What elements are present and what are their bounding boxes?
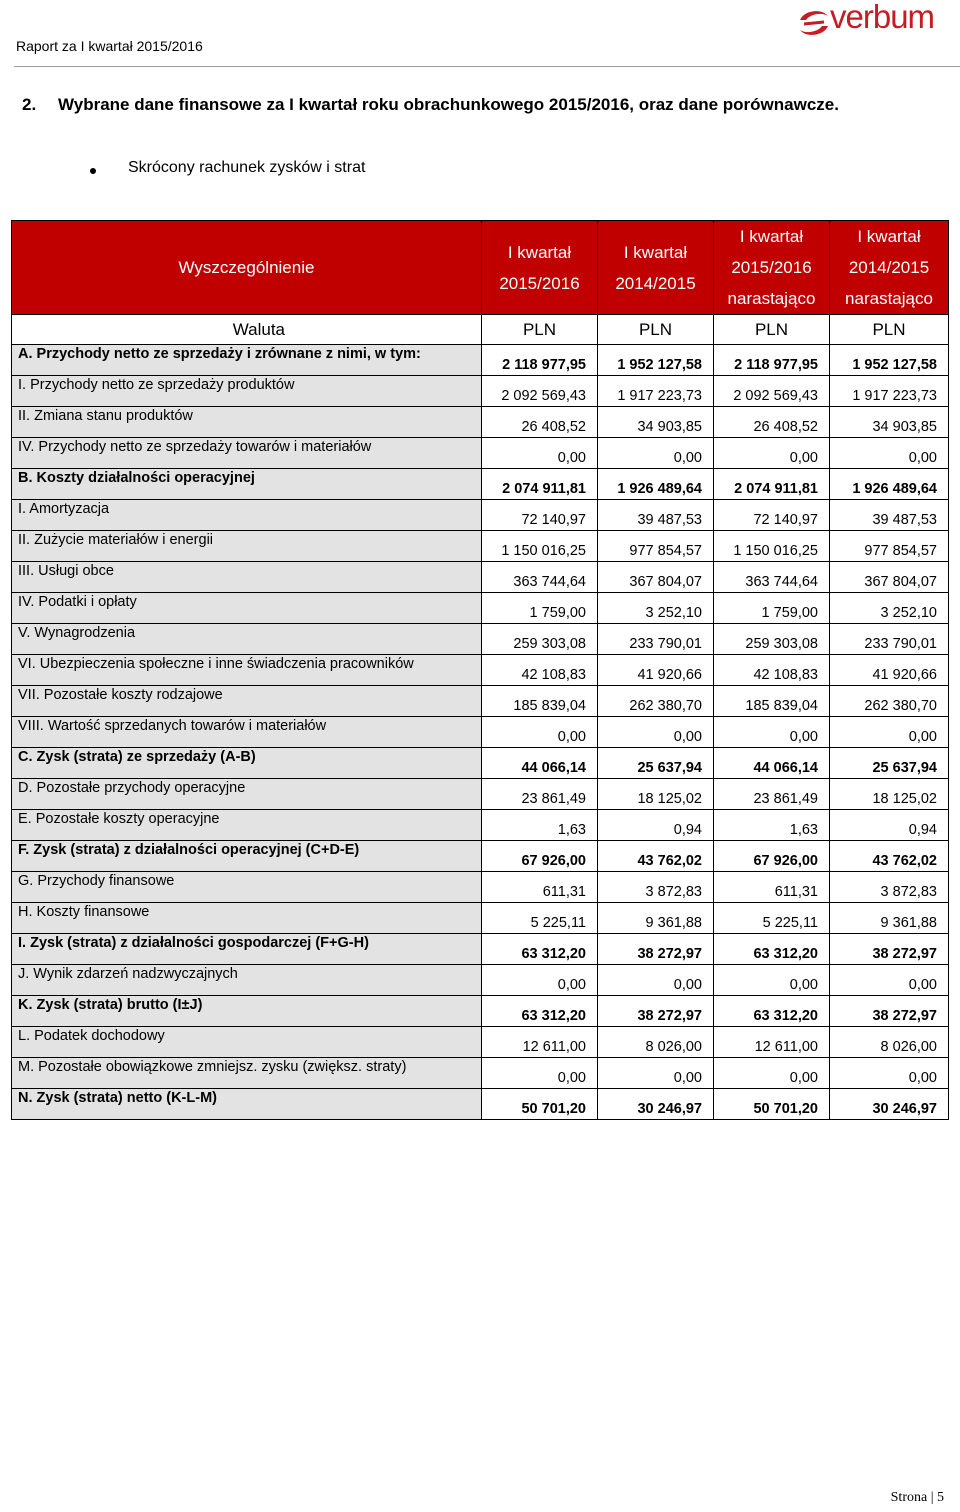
value-cell: 0,00 <box>482 965 598 996</box>
value-cell: 72 140,97 <box>482 500 598 531</box>
value-cell: 12 611,00 <box>714 1027 830 1058</box>
value-cell: 1 759,00 <box>482 593 598 624</box>
value-cell: 39 487,53 <box>598 500 714 531</box>
value-cell: 0,00 <box>482 1058 598 1089</box>
header-cell-description: Wyszczególnienie <box>12 221 482 315</box>
value-cell: 0,00 <box>714 1058 830 1089</box>
value-cell: 1 917 223,73 <box>598 376 714 407</box>
row-label: A. Przychody netto ze sprzedaży i zrównane z nimi, w tym: <box>12 345 482 376</box>
value-cell: 259 303,08 <box>714 624 830 655</box>
value-cell: 1 952 127,58 <box>830 345 949 376</box>
section-title: Wybrane dane finansowe za I kwartał roku obrachunkowego 2015/2016, oraz dane porównawcze. <box>58 95 839 114</box>
value-cell: 67 926,00 <box>714 841 830 872</box>
subsection-title: Skrócony rachunek zysków i strat <box>128 159 366 176</box>
row-label: VI. Ubezpieczenia społeczne i inne świadczenia pracowników <box>12 655 482 686</box>
table-row <box>12 376 949 407</box>
value-cell: 63 312,20 <box>714 996 830 1027</box>
value-cell: 42 108,83 <box>482 655 598 686</box>
value-cell: 1 759,00 <box>714 593 830 624</box>
value-cell: 5 225,11 <box>714 903 830 934</box>
table-row <box>12 500 949 531</box>
row-label: D. Pozostałe przychody operacyjne <box>12 779 482 810</box>
value-cell: 63 312,20 <box>482 934 598 965</box>
row-label: I. Zysk (strata) z działalności gospodarczej (F+G-H) <box>12 934 482 965</box>
table-row <box>12 345 949 376</box>
value-cell: 34 903,85 <box>830 407 949 438</box>
value-cell: 18 125,02 <box>598 779 714 810</box>
currency-cell: PLN <box>830 315 949 345</box>
table-row <box>12 469 949 500</box>
value-cell: 0,00 <box>714 717 830 748</box>
value-cell: 611,31 <box>714 872 830 903</box>
value-cell: 262 380,70 <box>598 686 714 717</box>
value-cell: 67 926,00 <box>482 841 598 872</box>
value-cell: 44 066,14 <box>482 748 598 779</box>
currency-cell: PLN <box>482 315 598 345</box>
value-cell: 38 272,97 <box>598 996 714 1027</box>
table-row <box>12 810 949 841</box>
row-label: C. Zysk (strata) ze sprzedaży (A-B) <box>12 748 482 779</box>
value-cell: 34 903,85 <box>598 407 714 438</box>
value-cell: 0,00 <box>598 965 714 996</box>
value-cell: 9 361,88 <box>830 903 949 934</box>
value-cell: 1 952 127,58 <box>598 345 714 376</box>
row-label: J. Wynik zdarzeń nadzwyczajnych <box>12 965 482 996</box>
currency-label: Waluta <box>12 315 482 345</box>
row-label: III. Usługi obce <box>12 562 482 593</box>
value-cell: 23 861,49 <box>482 779 598 810</box>
value-cell: 26 408,52 <box>482 407 598 438</box>
value-cell: 611,31 <box>482 872 598 903</box>
value-cell: 43 762,02 <box>830 841 949 872</box>
value-cell: 363 744,64 <box>482 562 598 593</box>
value-cell: 185 839,04 <box>482 686 598 717</box>
value-cell: 0,00 <box>482 438 598 469</box>
value-cell: 1 926 489,64 <box>830 469 949 500</box>
table-row <box>12 965 949 996</box>
value-cell: 30 246,97 <box>830 1089 949 1120</box>
value-cell: 367 804,07 <box>598 562 714 593</box>
value-cell: 259 303,08 <box>482 624 598 655</box>
row-label: IV. Podatki i opłaty <box>12 593 482 624</box>
value-cell: 0,00 <box>830 717 949 748</box>
row-label: L. Podatek dochodowy <box>12 1027 482 1058</box>
row-label: VII. Pozostałe koszty rodzajowe <box>12 686 482 717</box>
value-cell: 8 026,00 <box>830 1027 949 1058</box>
row-label: H. Koszty finansowe <box>12 903 482 934</box>
value-cell: 0,00 <box>714 965 830 996</box>
currency-cell: PLN <box>714 315 830 345</box>
row-label: II. Zmiana stanu produktów <box>12 407 482 438</box>
row-label: M. Pozostałe obowiązkowe zmniejsz. zysku (zwiększ. straty) <box>12 1058 482 1089</box>
header-cell-q1-2015-2016-cumulative: I kwartał 2015/2016 narastająco <box>714 221 830 315</box>
value-cell: 23 861,49 <box>714 779 830 810</box>
section-heading <box>22 95 839 115</box>
row-label: B. Koszty działalności operacyjnej <box>12 469 482 500</box>
row-label: II. Zużycie materiałów i energii <box>12 531 482 562</box>
currency-cell: PLN <box>598 315 714 345</box>
value-cell: 50 701,20 <box>482 1089 598 1120</box>
header-divider <box>14 66 960 67</box>
value-cell: 0,00 <box>598 1058 714 1089</box>
income-statement-table <box>11 220 949 1120</box>
table-row <box>12 779 949 810</box>
value-cell: 2 092 569,43 <box>482 376 598 407</box>
value-cell: 977 854,57 <box>598 531 714 562</box>
table-row <box>12 593 949 624</box>
value-cell: 1 926 489,64 <box>598 469 714 500</box>
table-row <box>12 717 949 748</box>
value-cell: 38 272,97 <box>830 934 949 965</box>
value-cell: 72 140,97 <box>714 500 830 531</box>
value-cell: 3 872,83 <box>598 872 714 903</box>
row-label: K. Zysk (strata) brutto (I±J) <box>12 996 482 1027</box>
value-cell: 1,63 <box>714 810 830 841</box>
value-cell: 0,00 <box>598 438 714 469</box>
row-label: N. Zysk (strata) netto (K-L-M) <box>12 1089 482 1120</box>
report-title: Raport za I kwartał 2015/2016 <box>16 38 203 54</box>
value-cell: 2 074 911,81 <box>714 469 830 500</box>
row-label: G. Przychody finansowe <box>12 872 482 903</box>
table-row <box>12 841 949 872</box>
row-label: F. Zysk (strata) z działalności operacyjnej (C+D-E) <box>12 841 482 872</box>
value-cell: 0,94 <box>598 810 714 841</box>
row-label: I. Przychody netto ze sprzedaży produktów <box>12 376 482 407</box>
value-cell: 1,63 <box>482 810 598 841</box>
value-cell: 1 150 016,25 <box>714 531 830 562</box>
value-cell: 8 026,00 <box>598 1027 714 1058</box>
page-number: Strona | 5 <box>890 1490 944 1505</box>
value-cell: 63 312,20 <box>714 934 830 965</box>
value-cell: 3 872,83 <box>830 872 949 903</box>
value-cell: 18 125,02 <box>830 779 949 810</box>
value-cell: 0,00 <box>482 717 598 748</box>
table-row <box>12 903 949 934</box>
value-cell: 363 744,64 <box>714 562 830 593</box>
table-row <box>12 686 949 717</box>
value-cell: 367 804,07 <box>830 562 949 593</box>
value-cell: 9 361,88 <box>598 903 714 934</box>
value-cell: 42 108,83 <box>714 655 830 686</box>
value-cell: 38 272,97 <box>598 934 714 965</box>
table-row <box>12 624 949 655</box>
value-cell: 185 839,04 <box>714 686 830 717</box>
value-cell: 39 487,53 <box>830 500 949 531</box>
value-cell: 41 920,66 <box>598 655 714 686</box>
logo-swirl-icon <box>794 6 834 40</box>
value-cell: 12 611,00 <box>482 1027 598 1058</box>
table-row <box>12 996 949 1027</box>
header-cell-q1-2014-2015: I kwartał 2014/2015 <box>598 221 714 315</box>
table-row <box>12 407 949 438</box>
table-row <box>12 934 949 965</box>
row-label: E. Pozostałe koszty operacyjne <box>12 810 482 841</box>
table-row <box>12 562 949 593</box>
value-cell: 1 150 016,25 <box>482 531 598 562</box>
value-cell: 25 637,94 <box>598 748 714 779</box>
table-row <box>12 748 949 779</box>
table-row <box>12 655 949 686</box>
value-cell: 233 790,01 <box>830 624 949 655</box>
value-cell: 5 225,11 <box>482 903 598 934</box>
value-cell: 44 066,14 <box>714 748 830 779</box>
row-label: IV. Przychody netto ze sprzedaży towarów i materiałów <box>12 438 482 469</box>
table-row <box>12 872 949 903</box>
currency-row <box>12 315 949 345</box>
value-cell: 0,00 <box>714 438 830 469</box>
value-cell: 2 118 977,95 <box>482 345 598 376</box>
value-cell: 3 252,10 <box>598 593 714 624</box>
table-row <box>12 1058 949 1089</box>
row-label: V. Wynagrodzenia <box>12 624 482 655</box>
logo-text: verbum <box>830 0 935 35</box>
bullet-icon <box>90 168 96 174</box>
verbum-logo <box>794 0 960 40</box>
value-cell: 30 246,97 <box>598 1089 714 1120</box>
value-cell: 262 380,70 <box>830 686 949 717</box>
value-cell: 0,94 <box>830 810 949 841</box>
value-cell: 2 118 977,95 <box>714 345 830 376</box>
value-cell: 38 272,97 <box>830 996 949 1027</box>
value-cell: 0,00 <box>830 438 949 469</box>
table-row <box>12 438 949 469</box>
value-cell: 63 312,20 <box>482 996 598 1027</box>
value-cell: 25 637,94 <box>830 748 949 779</box>
value-cell: 50 701,20 <box>714 1089 830 1120</box>
table-row <box>12 1089 949 1120</box>
header-cell-q1-2014-2015-cumulative: I kwartał 2014/2015 narastająco <box>830 221 949 315</box>
value-cell: 0,00 <box>598 717 714 748</box>
section-number: 2. <box>22 95 37 114</box>
value-cell: 233 790,01 <box>598 624 714 655</box>
value-cell: 43 762,02 <box>598 841 714 872</box>
value-cell: 2 092 569,43 <box>714 376 830 407</box>
value-cell: 977 854,57 <box>830 531 949 562</box>
value-cell: 26 408,52 <box>714 407 830 438</box>
value-cell: 1 917 223,73 <box>830 376 949 407</box>
row-label: VIII. Wartość sprzedanych towarów i materiałów <box>12 717 482 748</box>
value-cell: 0,00 <box>830 965 949 996</box>
row-label: I. Amortyzacja <box>12 500 482 531</box>
table-row <box>12 1027 949 1058</box>
table-header-row <box>12 221 949 315</box>
value-cell: 41 920,66 <box>830 655 949 686</box>
value-cell: 0,00 <box>830 1058 949 1089</box>
header-cell-q1-2015-2016: I kwartał 2015/2016 <box>482 221 598 315</box>
value-cell: 2 074 911,81 <box>482 469 598 500</box>
value-cell: 3 252,10 <box>830 593 949 624</box>
table-row <box>12 531 949 562</box>
